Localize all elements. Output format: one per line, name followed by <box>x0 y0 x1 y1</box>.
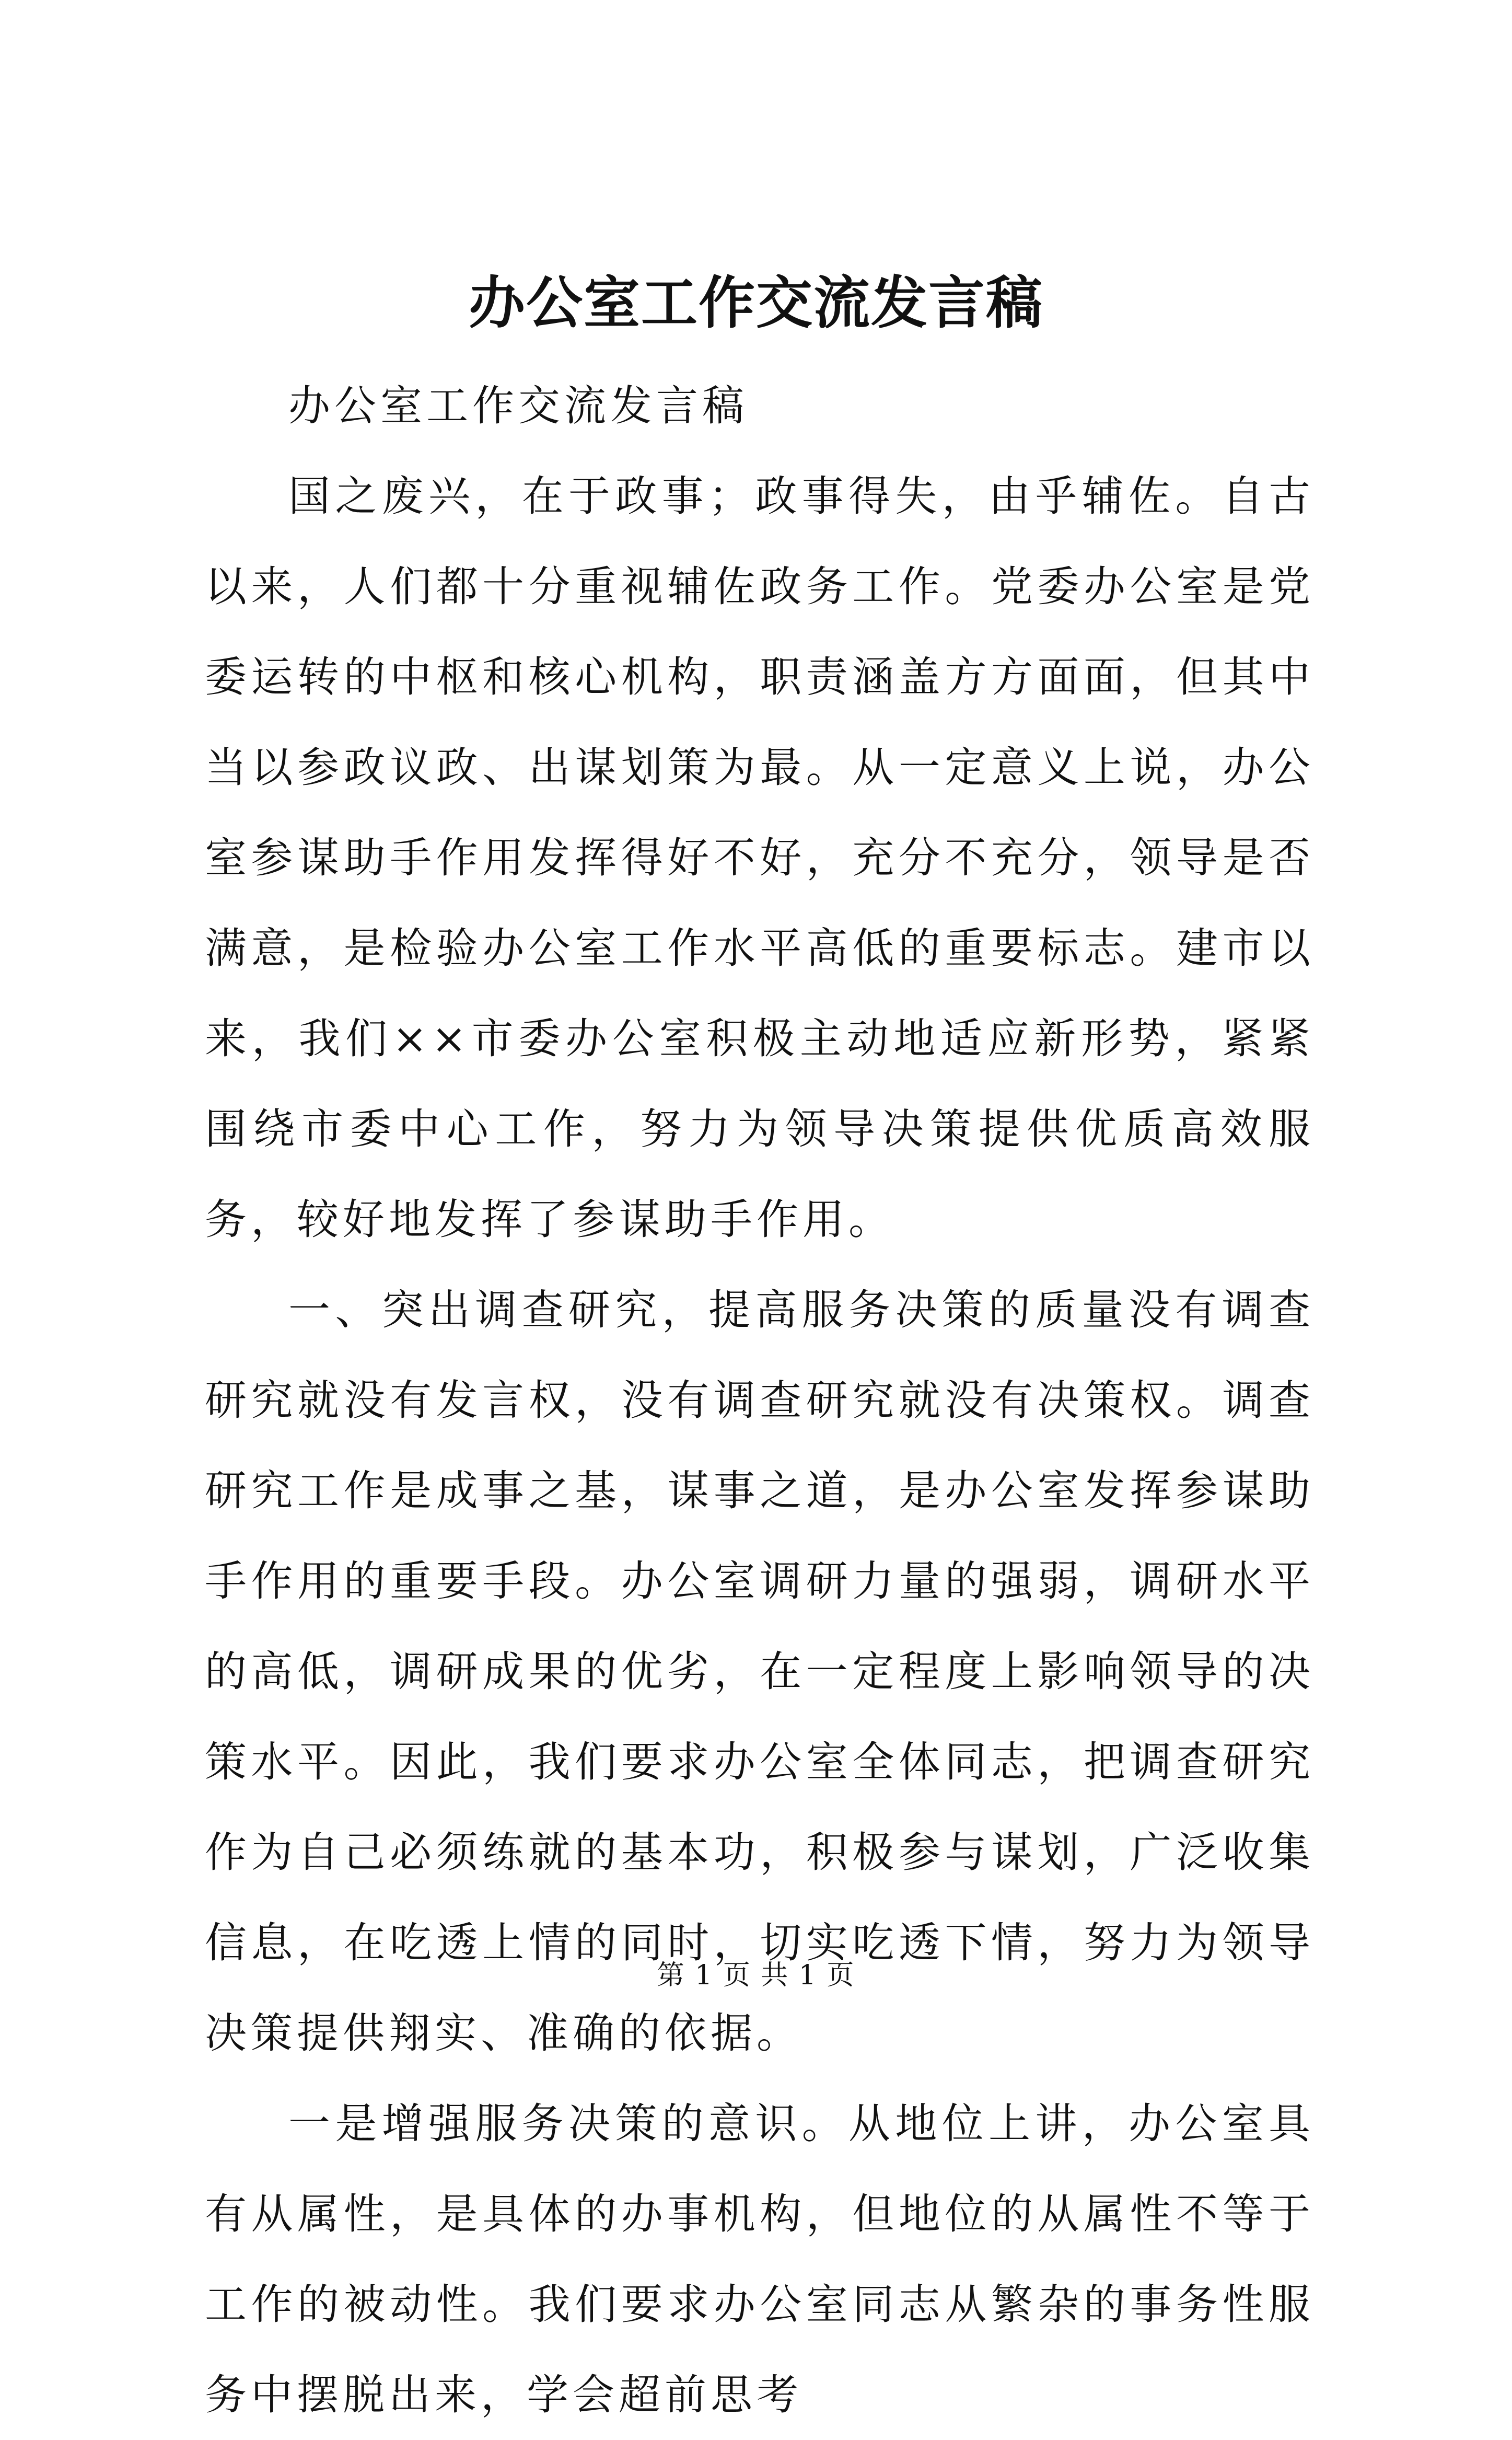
document-title: 办公室工作交流发言稿 <box>468 270 1043 336</box>
document-body <box>205 361 1315 2440</box>
paragraph-section-one: 一、突出调查研究，提高服务决策的质量没有调查研究就没有发言权，没有调查研究就没有决策权。调查研究工作是成事之基，谋事之道，是办公室发挥参谋助手作用的重要手段。办公室调研力量的强弱，调研水平的高低，调研成果的优劣，在一定程度上影响领导的决策水平。因此，我们要求办公室全体同志，把调查研究作为自己必须练就的基本功，积极参与谋划，广泛收集信息，在吃透上情的同时，切实吃透下情，努力为领导决策提供翔实、准确的依据。 <box>205 1286 1315 2057</box>
paragraph-intro: 国之废兴，在于政事；政事得失，由乎辅佐。自古以来，人们都十分重视辅佐政务工作。党委办公室是党委运转的中枢和核心机构，职责涵盖方方面面，但其中当以参政议政、出谋划策为最。从一定意义上说，办公室参谋助手作用发挥得好不好，充分不充分，领导是否满意，是检验办公室工作水平高低的重要标志。建市以来，我们××市委办公室积极主动地适应新形势，紧紧围绕市委中心工作，努力为领导决策提供优质高效服务，较好地发挥了参谋助手作用。 <box>205 472 1315 1244</box>
paragraph-subtitle: 办公室工作交流发言稿 <box>288 381 748 430</box>
paragraph-point-one: 一是增强服务决策的意识。从地位上讲，办公室具有从属性，是具体的办事机构，但地位的从属性不等于工作的被动性。我们要求办公室同志从繁杂的事务性服务中摆脱出来，学会超前思考 <box>205 2099 1315 2419</box>
page-footer: 第 1 页 共 1 页 <box>657 1960 855 1991</box>
